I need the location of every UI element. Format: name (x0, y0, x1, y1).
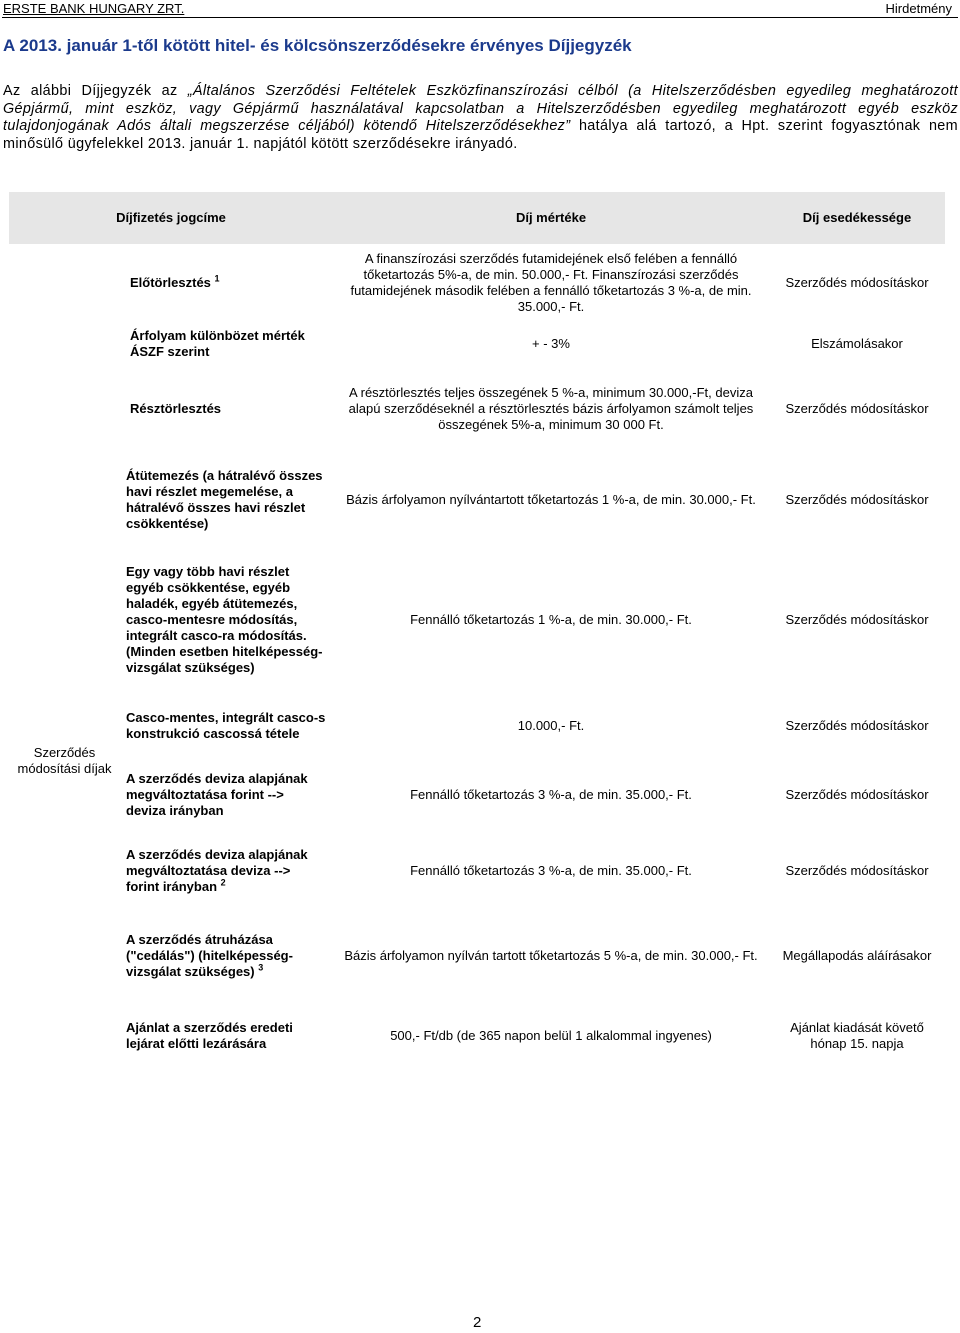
fee-due: Szerződés módosításkor (785, 491, 929, 507)
header-fee-amount: Díj mértéke (333, 192, 769, 244)
fee-name-text: Átütemezés (a hátralévő összes havi részlet megemelése, a hátralévő összes havi részlet csökkentése) (126, 467, 323, 531)
fee-amount: Fennálló tőketartozás 3 %-a, de min. 35.000,- Ft. (410, 862, 692, 878)
fee-amount: Bázis árfolyamon nyílvántartott tőketartozás 1 %-a, de min. 30.000,- Ft. (346, 491, 756, 507)
table-header-row (9, 192, 945, 244)
fee-name (9, 244, 333, 321)
table-row (9, 549, 945, 691)
table-row (9, 760, 945, 830)
footnote-mark: 3 (258, 962, 264, 973)
fee-due: Ajánlat kiadását követő hónap 15. napja (790, 1020, 924, 1051)
document-type: Hirdetmény (885, 1, 952, 16)
table-row (9, 691, 945, 760)
fee-name (9, 321, 333, 367)
fee-name (120, 1001, 333, 1071)
fee-amount: + - 3% (532, 336, 570, 351)
fee-amount: A finanszírozási szerződés futamidejének első felében a fennálló tőketartozás 5%-a, de min. 50.000,- Ft. Finanszírozási szerződés futamidejének második felében a fennálló tőketartozás 3 %-a, de min. 35.000,- Ft. (350, 250, 752, 314)
fee-due: Elszámolásakor (811, 336, 903, 351)
header-fee-type: Díjfizetés jogcíme (9, 192, 333, 244)
intro-part-3: hatálya alá tartozó, a Hpt. szerint fogyasztónak nem minősülő ügyfelekkel 2013. január 1. napjától kötött szerződésekre irányadó. (3, 118, 958, 152)
fee-amount: A résztörlesztés teljes összegének 5 %-a, minimum 30.000,-Ft, deviza alapú szerződéseknél a résztörlesztés bázis árfolyamon számolt teljes összegének 5%-a, minimum 30 000 Ft. (348, 384, 754, 432)
header-divider (2, 17, 958, 18)
document-title: A 2013. január 1-től kötött hitel- és kölcsönszerződésekre érvényes Díjjegyzék (3, 36, 632, 55)
fee-name (120, 760, 333, 830)
fee-name-text: A szerződés deviza alapjának megváltoztatása deviza --> forint irányban (126, 846, 308, 894)
fee-amount: Bázis árfolyamon nyílván tartott tőketartozás 5 %-a, de min. 30.000,- Ft. (344, 948, 758, 963)
intro-paragraph (3, 83, 958, 153)
fee-name (120, 691, 333, 760)
fee-name-text: Ajánlat a szerződés eredeti lejárat előtti lezárására (126, 1020, 293, 1051)
fee-name-text: Árfolyam különbözet mérték ÁSZF szerint (130, 328, 305, 359)
fee-name (120, 911, 333, 1001)
table-row (9, 367, 945, 450)
table-row (9, 911, 945, 1001)
table-row (9, 830, 945, 911)
table-row (9, 450, 945, 549)
fee-name (9, 367, 333, 450)
footnote-mark: 1 (214, 273, 220, 284)
fee-amount: 10.000,- Ft. (517, 717, 585, 733)
intro-part-2: „Általános Szerződési Feltételek Eszközfinanszírozási célból (a Hitelszerződésben egyedileg meghatározott Gépjármű, mint eszköz, vagy Gépjármű használatával kapcsolatban a Hitelszerződésben egyedileg meghatározott egyéb eszköz tulajdonjogának Adós általi megszerzése céljából) kötendő Hitelszerződésekhez” (3, 83, 958, 135)
fee-name (120, 830, 333, 911)
fee-due: Szerződés módosításkor (785, 717, 929, 733)
header-fee-due: Díj esedékessége (769, 192, 945, 244)
bank-name: ERSTE BANK HUNGARY ZRT. (3, 1, 185, 16)
fee-table (9, 192, 945, 1071)
table-row (9, 321, 945, 367)
fee-name-text: Egy vagy több havi részlet egyéb csökkentése, egyéb haladék, egyéb átütemezés, casco-mentesre módosítás, integrált casco-ra módosítás. (Minden esetben hitelképesség-vizsgálat szükséges) (126, 564, 323, 675)
fee-amount: 500,- Ft/db (de 365 napon belül 1 alkalommal ingyenes) (390, 1028, 712, 1043)
fee-name-text: Résztörlesztés (130, 400, 222, 416)
fee-name-text: A szerződés átruházása ("cedálás") (hitelképesség-vizsgálat szükséges) (126, 932, 293, 979)
fee-due: Szerződés módosításkor (785, 862, 929, 878)
intro-part-1: Az alábbi Díjjegyzék az (3, 83, 188, 99)
fee-due: Szerződés módosításkor (785, 787, 929, 802)
fee-due: Szerződés módosításkor (785, 400, 929, 416)
table-row (9, 244, 945, 321)
fee-name (120, 450, 333, 549)
fee-due: Szerződés módosításkor (785, 612, 929, 627)
fee-name-text: Előtörlesztés (130, 274, 211, 290)
fee-amount: Fennálló tőketartozás 3 %-a, de min. 35.000,- Ft. (410, 787, 692, 802)
footnote-mark: 2 (220, 877, 226, 888)
fee-due: Megállapodás aláírásakor (782, 948, 932, 963)
category-label: Szerződés módosítási díjak (17, 744, 112, 776)
fee-name (120, 549, 333, 691)
fee-name-text: Casco-mentes, integrált casco-s konstrukció cascossá tétele (126, 709, 326, 741)
fee-due: Szerződés módosításkor (785, 274, 929, 290)
table-row (9, 1001, 945, 1071)
page-number: 2 (473, 1314, 482, 1331)
fee-name-text: A szerződés deviza alapjának megváltoztatása forint --> deviza irányban (126, 771, 308, 818)
fee-amount: Fennálló tőketartozás 1 %-a, de min. 30.000,- Ft. (410, 612, 692, 627)
